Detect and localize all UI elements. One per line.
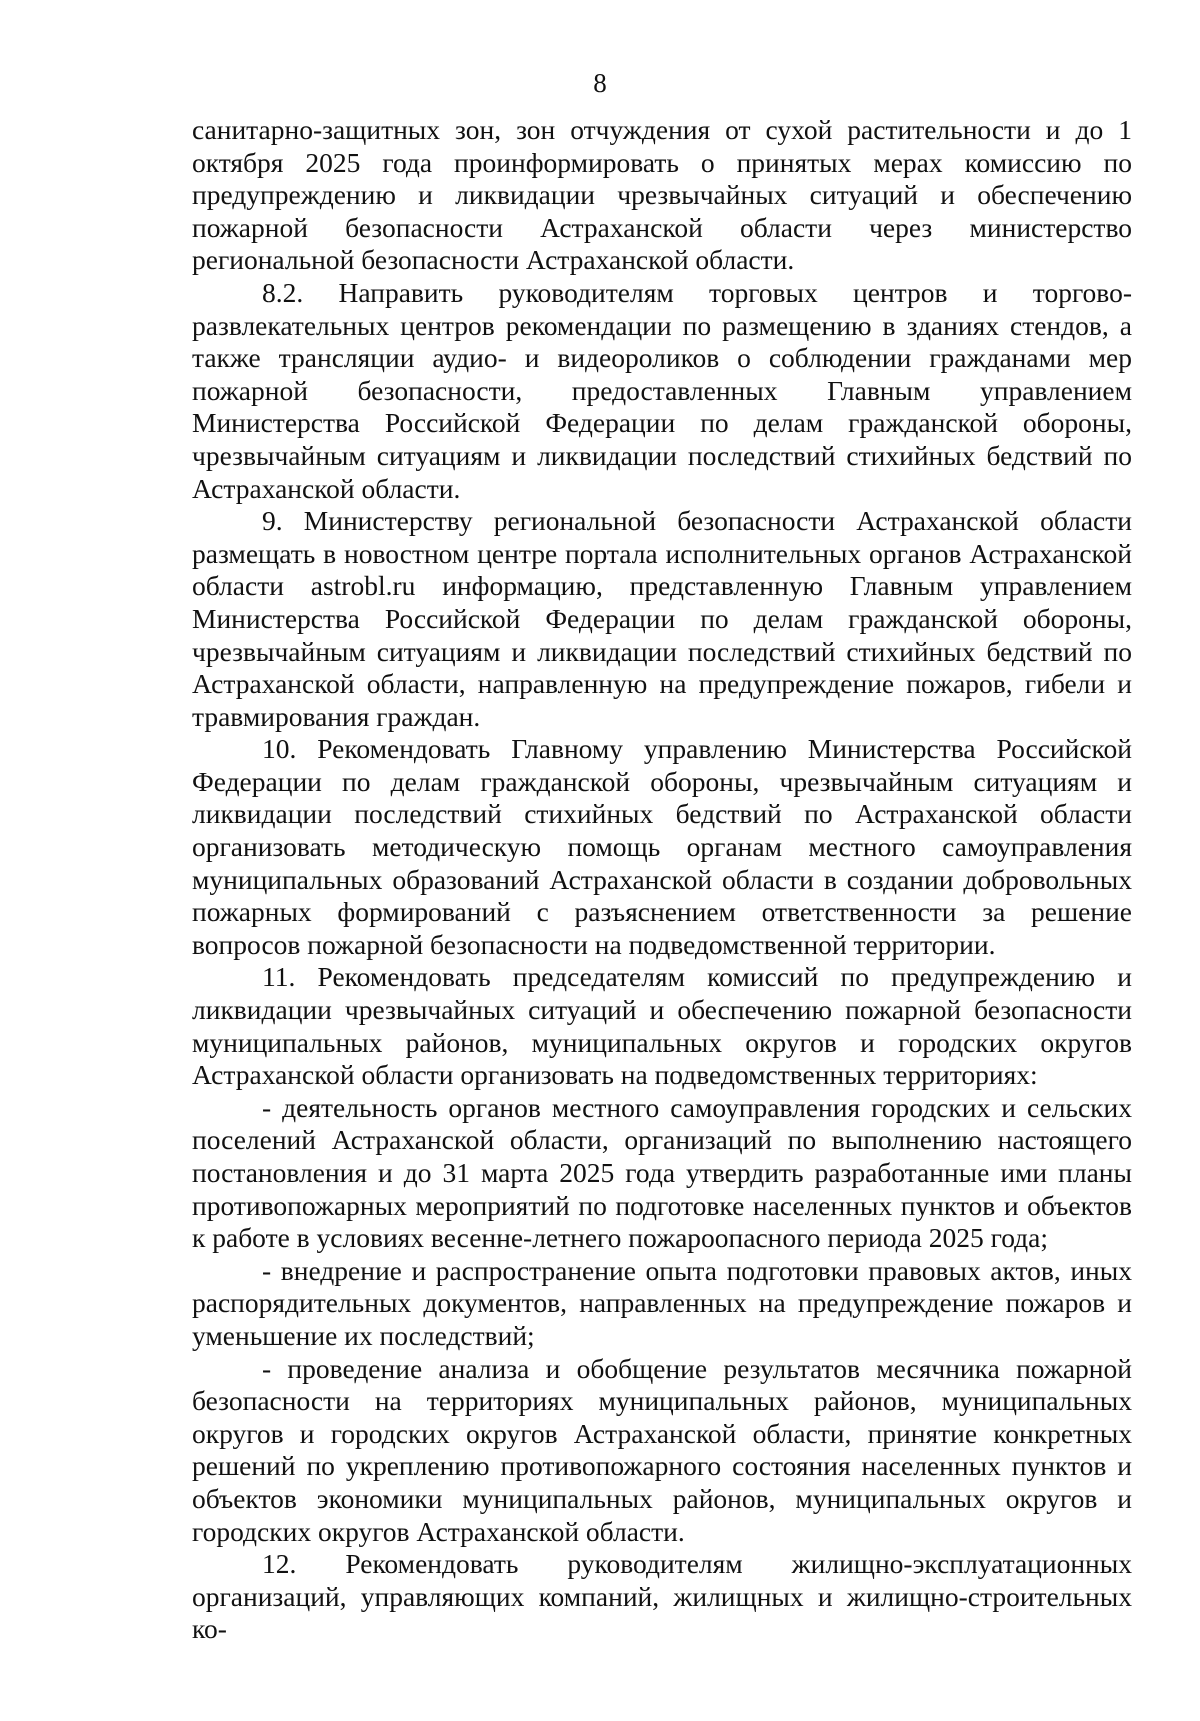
paragraph-11: 11. Рекомендовать председателям комиссий по предупреждению и ликвидации чрезвычайных ситуаций и обеспечению пожарной безопасности муниципальных районов, муниципальных округов и городских округов Астраханской области организовать на подведомственных территориях: [192,961,1132,1091]
paragraph-9: 9. Министерству региональной безопасности Астраханской области размещать в новостном центре портала исполнительных органов Астраханской области astrobl.ru информацию, представленную Главным управлением Министерства Российской Федерации по делам гражданской обороны, чрезвычайным ситуациям и ликвидации последствий стихийных бедствий по Астраханской области, направленную на предупреждение пожаров, гибели и травмирования граждан. [192,505,1132,732]
paragraph-12: 12. Рекомендовать руководителям жилищно-эксплуатационных организаций, управляющих компаний, жилищных и жилищно-строительных ко- [192,1548,1132,1645]
list-item: - деятельность органов местного самоуправления городских и сельских поселений Астраханской области, организаций по выполнению настоящего постановления и до 31 марта 2025 года утвердить разработанные ими планы противопожарных мероприятий по подготовке населенных пунктов и объектов к работе в условиях весенне-летнего пожароопасного периода 2025 года; [192,1091,1132,1254]
document-body [192,114,1132,1646]
paragraph-8-2: 8.2. Направить руководителям торговых центров и торгово-развлекательных центров рекомендации по размещению в зданиях стендов, а также трансляции аудио- и видеороликов о соблюдении гражданами мер пожарной безопасности, предоставленных Главным управлением Министерства Российской Федерации по делам гражданской обороны, чрезвычайным ситуациям и ликвидации последствий стихийных бедствий по Астраханской области. [192,276,1132,504]
page-number: 8 [593,68,607,98]
list-item: - внедрение и распространение опыта подготовки правовых актов, иных распорядительных документов, направленных на предупреждение пожаров и уменьшение их последствий; [192,1254,1132,1351]
paragraph-continuation: санитарно-защитных зон, зон отчуждения от сухой растительности и до 1 октября 2025 года проинформировать о принятых мерах комиссию по предупреждению и ликвидации чрезвычайных ситуаций и обеспечению пожарной безопасности Астраханской области через министерство региональной безопасности Астраханской области. [192,114,1132,276]
paragraph-10: 10. Рекомендовать Главному управлению Министерства Российской Федерации по делам гражданской обороны, чрезвычайным ситуациям и ликвидации последствий стихийных бедствий по Астраханской области организовать методическую помощь органам местного самоуправления муниципальных образований Астраханской области в создании добровольных пожарных формирований с разъяснением ответственности за решение вопросов пожарной безопасности на подведомственной территории. [192,733,1132,960]
list-item: - проведение анализа и обобщение результатов месячника пожарной безопасности на территориях муниципальных районов, муниципальных округов и городских округов Астраханской области, принятие конкретных решений по укреплению противопожарного состояния населенных пунктов и объектов экономики муниципальных районов, муниципальных округов и городских округов Астраханской области. [192,1352,1132,1547]
